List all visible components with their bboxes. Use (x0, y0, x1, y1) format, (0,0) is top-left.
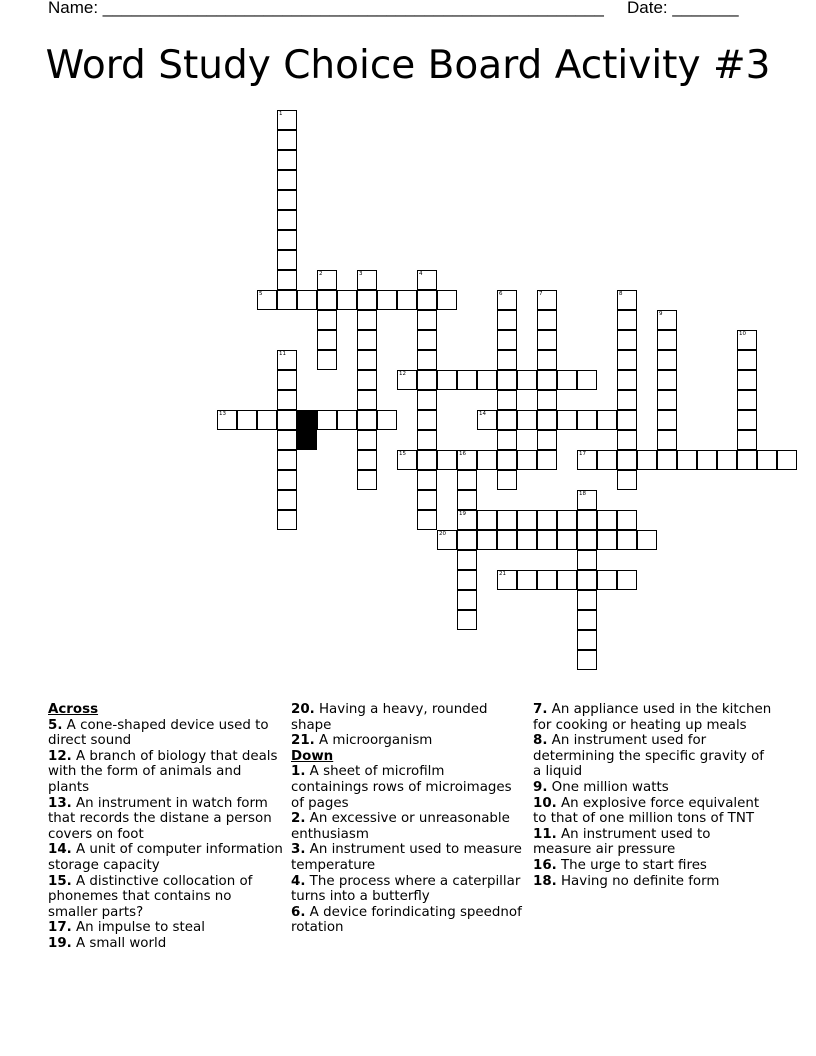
grid-cell[interactable] (457, 470, 477, 490)
grid-cell[interactable] (617, 430, 637, 450)
clue-number-label: 5 (259, 291, 263, 297)
clue-number: 21 . (291, 733, 315, 748)
clue-number-label: 8 (619, 291, 623, 297)
clue-item (48, 718, 283, 749)
grid-cell[interactable] (277, 110, 297, 130)
down-heading: Down (291, 748, 334, 764)
grid-cell[interactable] (737, 370, 757, 390)
grid-cell[interactable] (697, 450, 717, 470)
grid-cell[interactable] (217, 410, 237, 430)
clue-number: 15 . (48, 874, 72, 889)
grid-cell[interactable] (617, 410, 637, 430)
clue-item (291, 842, 526, 873)
grid-cell[interactable] (457, 530, 477, 550)
grid-cell[interactable] (517, 410, 537, 430)
grid-cell[interactable] (557, 410, 577, 430)
clue-text: A device forindicating speednof rotation (291, 904, 522, 936)
grid-cell[interactable] (457, 550, 477, 570)
clue-number-label: 18 (579, 491, 586, 497)
grid-cell[interactable] (497, 350, 517, 370)
clue-text: A sheet of microfilm containings rows of microimages of pages (291, 764, 512, 811)
grid-cell[interactable] (537, 510, 557, 530)
clue-number-label: 10 (739, 331, 746, 337)
grid-cell[interactable] (497, 410, 517, 430)
grid-cell[interactable] (277, 170, 297, 190)
clue-number-label: 17 (579, 451, 586, 457)
grid-cell[interactable] (277, 290, 297, 310)
grid-cell[interactable] (737, 330, 757, 350)
clue-item (533, 702, 773, 733)
grid-cell[interactable] (537, 570, 557, 590)
grid-cell[interactable] (457, 510, 477, 530)
grid-cell[interactable] (577, 550, 597, 570)
grid-cell[interactable] (277, 210, 297, 230)
clue-number: 9 . (533, 780, 547, 795)
grid-cell[interactable] (497, 370, 517, 390)
clue-number: 12 . (48, 749, 72, 764)
grid-cell[interactable] (497, 290, 517, 310)
clue-item (291, 874, 526, 905)
grid-cell[interactable] (537, 390, 557, 410)
grid-cell[interactable] (737, 410, 757, 430)
grid-cell[interactable] (417, 310, 437, 330)
clue-item (48, 936, 283, 952)
grid-cell[interactable] (757, 450, 777, 470)
grid-cell[interactable] (357, 370, 377, 390)
clue-number: 8 . (533, 733, 547, 748)
grid-cell[interactable] (377, 410, 397, 430)
grid-cell[interactable] (577, 590, 597, 610)
across-heading: Across (48, 702, 99, 717)
grid-cell[interactable] (337, 410, 357, 430)
grid-cell[interactable] (617, 370, 637, 390)
grid-cell[interactable] (737, 390, 757, 410)
clue-text: A branch of biology that deals with the form of animals and plants (48, 748, 278, 795)
grid-cell[interactable] (657, 350, 677, 370)
grid-cell[interactable] (277, 150, 297, 170)
clue-number-label: 20 (439, 531, 446, 537)
grid-cell[interactable] (517, 530, 537, 550)
clue-item (48, 842, 283, 873)
clue-number-label: 13 (219, 411, 226, 417)
clue-text: One million watts (547, 779, 669, 795)
grid-cell[interactable] (357, 430, 377, 450)
clue-number: 1 . (291, 764, 305, 779)
grid-cell[interactable] (357, 290, 377, 310)
grid-cell[interactable] (457, 590, 477, 610)
grid-cell[interactable] (737, 430, 757, 450)
clue-column-3 (533, 702, 773, 889)
grid-cell[interactable] (477, 450, 497, 470)
clue-text: A small world (71, 935, 167, 951)
grid-cell[interactable] (277, 250, 297, 270)
grid-cell[interactable] (537, 310, 557, 330)
grid-cell[interactable] (577, 630, 597, 650)
grid-cell[interactable] (417, 490, 437, 510)
grid-cell[interactable] (657, 430, 677, 450)
clue-text: An excessive or unreasonable enthusiasm (291, 811, 510, 842)
clue-item (533, 874, 773, 890)
grid-cell[interactable] (537, 370, 557, 390)
clue-text: The urge to start fires (556, 857, 707, 873)
grid-cell[interactable] (657, 330, 677, 350)
grid-cell[interactable] (657, 390, 677, 410)
grid-cell[interactable] (497, 470, 517, 490)
grid-cell[interactable] (477, 410, 497, 430)
grid-cell[interactable] (617, 530, 637, 550)
clue-number: 14 . (48, 842, 72, 857)
grid-cell[interactable] (437, 530, 457, 550)
grid-cell[interactable] (497, 430, 517, 450)
grid-cell[interactable] (637, 450, 657, 470)
grid-cell[interactable] (597, 510, 617, 530)
grid-cell[interactable] (717, 450, 737, 470)
grid-cell[interactable] (477, 370, 497, 390)
grid-cell[interactable] (577, 450, 597, 470)
clue-number: 6 . (291, 905, 305, 920)
clue-text: A unit of computer information storage capacity (48, 842, 283, 873)
grid-cell[interactable] (477, 530, 497, 550)
clue-column-1 (48, 702, 283, 952)
grid-cell[interactable] (437, 290, 457, 310)
grid-cell[interactable] (537, 330, 557, 350)
grid-cell[interactable] (537, 290, 557, 310)
grid-cell[interactable] (657, 370, 677, 390)
grid-cell[interactable] (277, 510, 297, 530)
grid-cell[interactable] (577, 370, 597, 390)
grid-cell[interactable] (277, 130, 297, 150)
grid-cell[interactable] (617, 330, 637, 350)
clue-item (533, 796, 773, 827)
grid-cell[interactable] (277, 370, 297, 390)
grid-cell[interactable] (397, 450, 417, 470)
grid-cell[interactable] (617, 570, 637, 590)
grid-cell[interactable] (257, 410, 277, 430)
clue-number-label: 6 (499, 291, 503, 297)
clue-text: An instrument used to measure temperature (291, 842, 522, 873)
clue-text: An appliance used in the kitchen for cooking or heating up meals (533, 702, 772, 733)
grid-cell[interactable] (277, 470, 297, 490)
grid-cell[interactable] (257, 290, 277, 310)
grid-cell[interactable] (517, 510, 537, 530)
clue-number-label: 9 (659, 311, 663, 317)
clue-text: An instrument used to measure air pressure (533, 826, 711, 858)
clue-text: An impulse to steal (71, 920, 205, 936)
clue-text: A distinctive collocation of phonemes that contains no smaller parts? (48, 873, 253, 920)
clue-number-label: 21 (499, 571, 506, 577)
grid-cell[interactable] (537, 430, 557, 450)
clue-number-label: 4 (419, 271, 423, 277)
grid-cell[interactable] (317, 290, 337, 310)
grid-cell[interactable] (617, 450, 637, 470)
clue-number-label: 3 (359, 271, 363, 277)
grid-block (297, 430, 317, 450)
grid-cell[interactable] (617, 310, 637, 330)
grid-cell[interactable] (497, 390, 517, 410)
grid-cell[interactable] (317, 410, 337, 430)
grid-cell[interactable] (277, 230, 297, 250)
grid-cell[interactable] (377, 290, 397, 310)
grid-cell[interactable] (537, 350, 557, 370)
clue-number: 18 . (533, 874, 557, 889)
grid-cell[interactable] (337, 290, 357, 310)
grid-cell[interactable] (357, 450, 377, 470)
grid-cell[interactable] (417, 450, 437, 470)
grid-cell[interactable] (597, 570, 617, 590)
grid-cell[interactable] (317, 270, 337, 290)
grid-cell[interactable] (497, 510, 517, 530)
grid-cell[interactable] (457, 370, 477, 390)
grid-cell[interactable] (497, 450, 517, 470)
grid-cell[interactable] (497, 310, 517, 330)
grid-cell[interactable] (277, 190, 297, 210)
grid-cell[interactable] (517, 570, 537, 590)
grid-cell[interactable] (357, 330, 377, 350)
grid-cell[interactable] (417, 370, 437, 390)
grid-cell[interactable] (617, 290, 637, 310)
grid-cell[interactable] (297, 290, 317, 310)
grid-cell[interactable] (637, 530, 657, 550)
clue-text: An explosive force equivalent to that of one million tons of TNT (533, 795, 760, 827)
clue-number-label: 1 (279, 111, 283, 117)
clue-number: 20 . (291, 702, 315, 717)
grid-cell[interactable] (737, 450, 757, 470)
grid-cell[interactable] (617, 510, 637, 530)
grid-cell[interactable] (397, 290, 417, 310)
clue-item (291, 764, 526, 811)
clue-column-2 (291, 702, 526, 936)
clue-number: 13 . (48, 796, 72, 811)
grid-cell[interactable] (577, 490, 597, 510)
clue-item (533, 780, 773, 796)
grid-cell[interactable] (577, 510, 597, 530)
clue-item (291, 733, 526, 749)
grid-cell[interactable] (517, 450, 537, 470)
grid-cell[interactable] (657, 450, 677, 470)
clue-number: 3 . (291, 842, 305, 857)
grid-cell[interactable] (577, 650, 597, 670)
grid-cell[interactable] (677, 450, 697, 470)
clue-text: The process where a caterpillar turns into a butterfly (291, 873, 521, 905)
grid-cell[interactable] (277, 490, 297, 510)
clue-number-label: 7 (539, 291, 543, 297)
grid-cell[interactable] (457, 570, 477, 590)
grid-cell[interactable] (477, 510, 497, 530)
grid-cell[interactable] (277, 270, 297, 290)
clue-number: 2 . (291, 811, 305, 826)
grid-cell[interactable] (617, 350, 637, 370)
grid-cell[interactable] (397, 370, 417, 390)
grid-cell[interactable] (357, 470, 377, 490)
clue-item (533, 733, 773, 780)
clue-number: 16 . (533, 858, 557, 873)
clue-number: 5 . (48, 718, 62, 733)
grid-cell[interactable] (617, 470, 637, 490)
grid-cell[interactable] (497, 530, 517, 550)
grid-cell[interactable] (657, 410, 677, 430)
clue-item (291, 811, 526, 842)
grid-cell[interactable] (597, 410, 617, 430)
grid-cell[interactable] (357, 390, 377, 410)
clue-number-label: 11 (279, 351, 286, 357)
grid-cell[interactable] (457, 610, 477, 630)
grid-cell[interactable] (277, 350, 297, 370)
clue-item (48, 796, 283, 843)
grid-cell[interactable] (657, 310, 677, 330)
grid-cell[interactable] (277, 450, 297, 470)
date-field[interactable]: Date: _______ (627, 0, 739, 17)
grid-cell[interactable] (777, 450, 797, 470)
grid-cell[interactable] (557, 370, 577, 390)
grid-cell[interactable] (537, 530, 557, 550)
grid-cell[interactable] (737, 350, 757, 370)
clue-number: 4 . (291, 874, 305, 889)
clue-text: An instrument in watch form that records the distane a person covers on foot (48, 795, 272, 842)
grid-cell[interactable] (577, 610, 597, 630)
grid-cell[interactable] (577, 530, 597, 550)
grid-cell[interactable] (417, 350, 437, 370)
clue-number-label: 14 (479, 411, 486, 417)
clue-text: A microorganism (314, 733, 433, 749)
grid-cell[interactable] (537, 450, 557, 470)
clue-text: Having a heavy, rounded shape (291, 702, 488, 733)
clue-item (48, 874, 283, 921)
clue-number-label: 12 (399, 371, 406, 377)
clue-number: 19 . (48, 936, 72, 951)
grid-cell[interactable] (417, 270, 437, 290)
clue-item (48, 920, 283, 936)
grid-cell[interactable] (417, 330, 437, 350)
grid-cell[interactable] (557, 570, 577, 590)
grid-cell[interactable] (417, 290, 437, 310)
grid-block (297, 410, 317, 430)
grid-cell[interactable] (437, 450, 457, 470)
clue-item (48, 749, 283, 796)
grid-cell[interactable] (317, 350, 337, 370)
grid-cell[interactable] (277, 430, 297, 450)
clue-number-label: 2 (319, 271, 323, 277)
grid-cell[interactable] (597, 450, 617, 470)
grid-cell[interactable] (597, 530, 617, 550)
name-field[interactable]: Name: _____________________________________________________ (48, 0, 604, 17)
clue-number: 17 . (48, 920, 72, 935)
grid-cell[interactable] (417, 390, 437, 410)
grid-cell[interactable] (417, 430, 437, 450)
clue-number: 10 . (533, 796, 557, 811)
grid-cell[interactable] (577, 410, 597, 430)
clue-item (291, 702, 526, 733)
grid-cell[interactable] (357, 310, 377, 330)
page-title: Word Study Choice Board Activity #3 (45, 43, 771, 88)
grid-cell[interactable] (537, 410, 557, 430)
grid-cell[interactable] (497, 570, 517, 590)
grid-cell[interactable] (497, 330, 517, 350)
grid-cell[interactable] (577, 570, 597, 590)
clue-number: 7 . (533, 702, 547, 717)
grid-cell[interactable] (417, 410, 437, 430)
clue-number-label: 15 (399, 451, 406, 457)
grid-cell[interactable] (557, 530, 577, 550)
clue-number-label: 16 (459, 451, 466, 457)
clue-text: A cone-shaped device used to direct sound (48, 717, 269, 749)
clue-number: 11 . (533, 827, 557, 842)
grid-cell[interactable] (357, 350, 377, 370)
grid-cell[interactable] (277, 410, 297, 430)
grid-cell[interactable] (357, 410, 377, 430)
grid-cell[interactable] (557, 510, 577, 530)
grid-cell[interactable] (437, 370, 457, 390)
grid-cell[interactable] (237, 410, 257, 430)
grid-cell[interactable] (457, 490, 477, 510)
clue-text: Having no definite form (556, 873, 720, 889)
grid-cell[interactable] (317, 330, 337, 350)
grid-cell[interactable] (357, 270, 377, 290)
grid-cell[interactable] (277, 390, 297, 410)
clue-number-label: 19 (459, 511, 466, 517)
grid-cell[interactable] (617, 390, 637, 410)
clue-item (533, 827, 773, 858)
clue-item (533, 858, 773, 874)
grid-cell[interactable] (417, 470, 437, 490)
grid-cell[interactable] (457, 450, 477, 470)
grid-cell[interactable] (417, 510, 437, 530)
grid-cell[interactable] (517, 370, 537, 390)
clue-text: An instrument used for determining the specific gravity of a liquid (533, 733, 764, 780)
grid-cell[interactable] (317, 310, 337, 330)
clue-item (291, 905, 526, 936)
